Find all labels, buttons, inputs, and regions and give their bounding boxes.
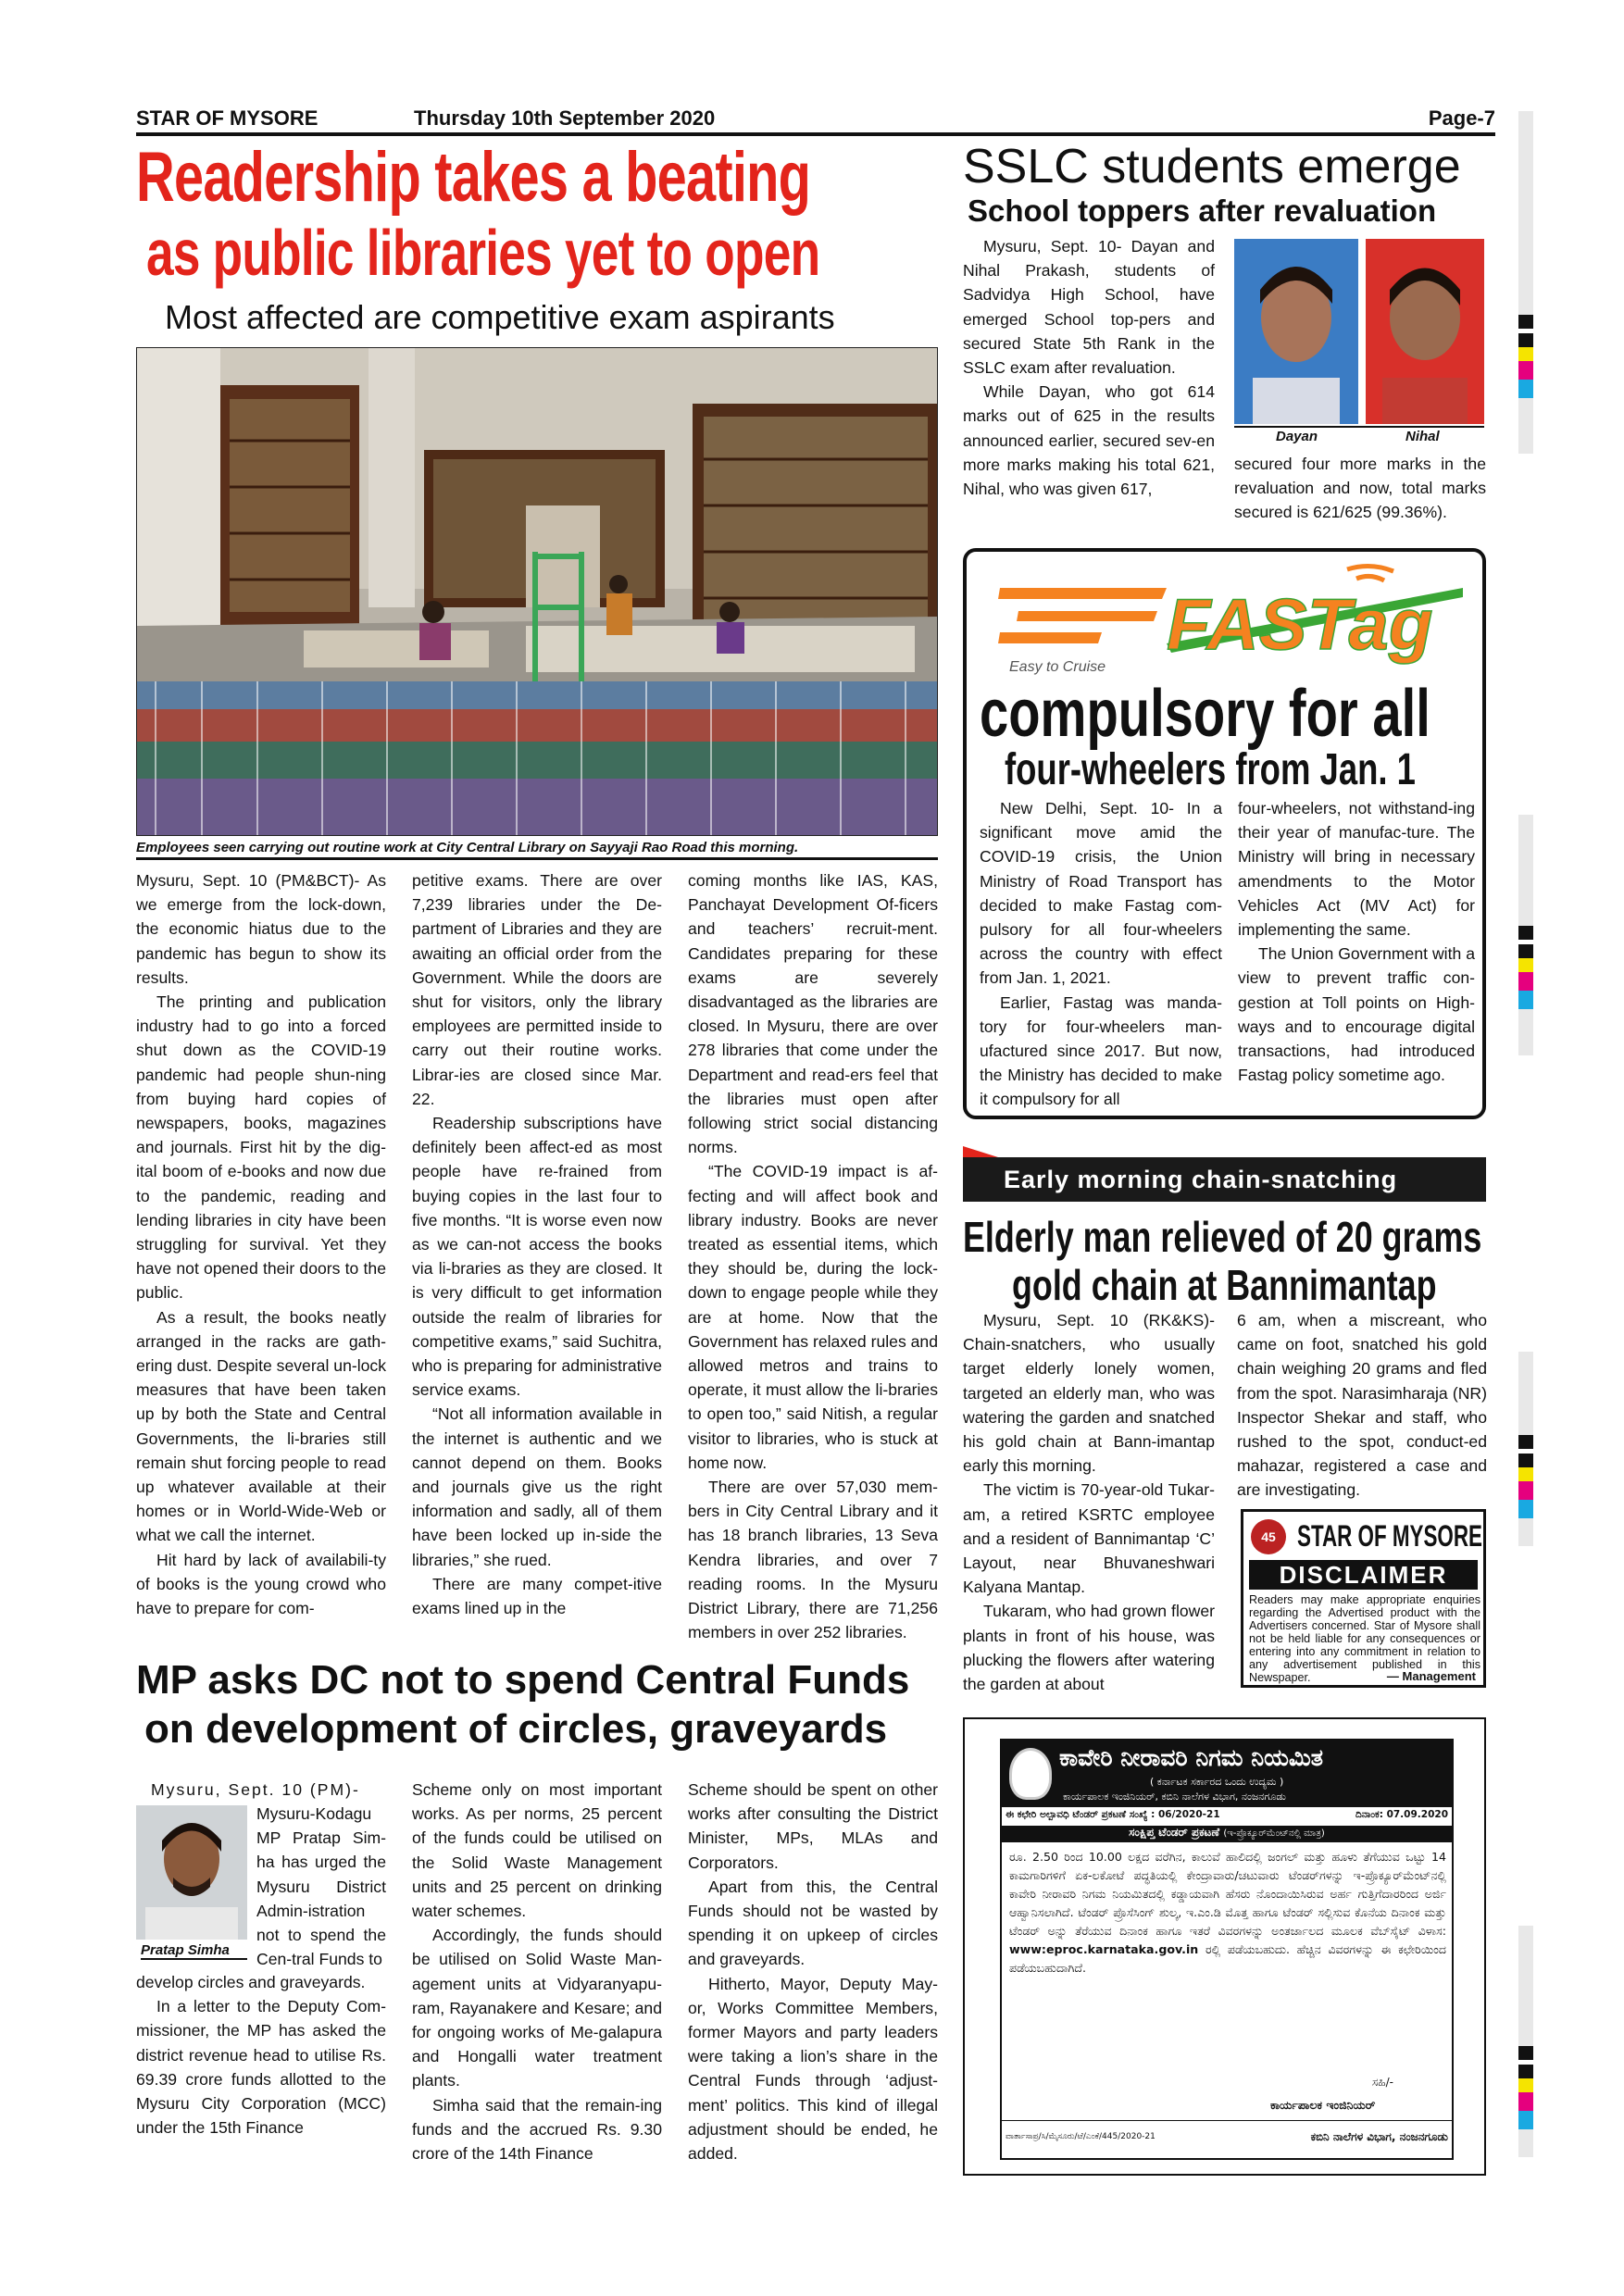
library-col1-para: Mysuru, Sept. 10 (PM&BCT)- As we emerge from the lock-down, the economic hiatus due to the pandemic has begun to show its results. — [136, 871, 386, 987]
fastag-col-2 — [1238, 796, 1475, 1087]
fastag-col2-para: The Union Government with a view to prevent traffic con-gestion at Toll points on High-ways and to encourage digital transactions, had introduced Fastag policy sometime ago. — [1238, 944, 1475, 1085]
snatching-kicker: Early morning chain-snatching — [1004, 1166, 1398, 1193]
mp-col3-para: Apart from this, the Central Funds should not be wasted by spending it on upkeep of circles and graveyards. — [688, 1877, 938, 1969]
snatching-col-1 — [963, 1308, 1215, 1696]
disclaimer-box — [1241, 1509, 1486, 1688]
sslc-photo-nihal — [1366, 239, 1484, 424]
tender-ref: ವಾರ್ತಾಸಾಪ್ರ/ಸಿ/ಮೈಸೂರು/ಟೆ/ಎಂಕೆ/445/2020-21 — [1006, 2132, 1156, 2141]
fastag-logo — [981, 560, 1472, 680]
library-col-2 — [412, 868, 662, 1620]
page-number: Page-7 — [1428, 106, 1495, 130]
tender-office: ಕಾರ್ಯಪಾಲಕ ಇಂಜಿನಿಯರ್, ಕಬಿನಿ ನಾಲೆಗಳ ವಿಭಾಗ, ನಂಜನಗೂಡು — [1063, 1791, 1286, 1803]
library-subhead: Most affected are competitive exam aspirants — [165, 298, 835, 336]
disclaimer-brand: STAR OF MYSORE — [1297, 1519, 1482, 1553]
tender-body — [1009, 1848, 1446, 1978]
library-photo-caption: Employees seen carrying out routine work at City Central Library on Sayyaji Rao Road this morning. — [136, 840, 938, 860]
snatching-col2-para: 6 am, when a miscreant, who came on foot, snatched his gold chain weighing 20 grams and fled from the spot. Narasimharaja (NR) Inspector Shekar and staff, who rushed to the spot, conduct-ed mahazar, registered a case and are investigating. — [1237, 1311, 1487, 1500]
tender-section-row — [1002, 1826, 1452, 1842]
mp-photo — [136, 1805, 247, 1940]
disclaimer-title: DISCLAIMER — [1279, 1561, 1448, 1589]
library-col2-para: “Not all information available in the internet is authentic and we cannot depend on them. Books and journals give us the right information and sadly, all of them have been locked up in-side the libraries,” she rued. — [412, 1404, 662, 1569]
registration-strip-1 — [1518, 111, 1533, 454]
paper-name: STAR OF MYSORE — [136, 106, 319, 130]
registration-strip-4 — [1518, 1926, 1533, 2157]
mp-col-1-wrap: Mysuru-Kodagu MP Pratap Sim-ha has urged the Mysuru District Admin-istration not to spend the Cen-tral Funds to — [256, 1804, 386, 1969]
issue-date: Thursday 10th September 2020 — [414, 106, 716, 130]
tender-body-1: ರೂ. 2.50 ರಿಂದ 10.00 ಲಕ್ಷದ ವರೆಗಿನ, ಕಾಲುವೆ ಹಾಲಿದಲ್ಲಿ ಜಂಗಲ್ ಮತ್ತು ಹೂಳು ತೆಗೆಯುವ ಒಟ್ಟು 14 ಕಾಮಗಾರಿಗಳಿಗೆ ಏಕ-ಲಕೋಟೆ ಪದ್ಧತಿಯಲ್ಲಿ ಕೇಂದ್ರಾವಾರು/ಚಟುವಾರು ಟೆಂಡರ್‌ಗಳನ್ನು ಇ-ಪ್ರೊಕ್ಯೂರ್‌ಮೆಂಟ್‌ನಲ್ಲಿ ಕಾವೇರಿ ನೀರಾವರಿ ನಿಗಮ ನಿಯಮಿತದಲ್ಲಿ ಕಡ್ಡಾಯವಾಗಿ ಹೆಸರು ನೊಂದಾಯಿಸಿರುವ ಅರ್ಹ ಗುತ್ತಿಗೆದಾರರಿಂದ ಅರ್ಜಿ ಆಹ್ವಾನಿಸಲಾಗಿದೆ. — [1009, 1850, 1446, 1919]
dayan-label: Dayan — [1276, 429, 1318, 444]
disclaimer-signoff: — Management — [1386, 1669, 1476, 1683]
tender-ad — [1000, 1739, 1454, 2160]
mp-col2-para: Accordingly, the funds should be utilised on Solid Waste Man-agement units at Vidyaranyapu-ram, Rayanakere and Kesare; and for ongoing works of Me-galapura and Hongalli water treatment plants. — [412, 1926, 662, 2090]
fastag-headline-2: four-wheelers from Jan. 1 — [1005, 745, 1416, 794]
tender-section-note: (ಇ-ಪ್ರೊಕ್ಯೂರ್‌ಮೆಂಟ್‌ನಲ್ಲಿ ಮಾತ್ರ) — [1223, 1828, 1325, 1839]
mp-headline-1: MP asks DC not to spend Central Funds — [136, 1657, 910, 1703]
mp-photo-label: Pratap Simha — [141, 1942, 247, 1960]
sslc-col1-para: Mysuru, Sept. 10- Dayan and Nihal Prakash, students of Sadvidya High School, have emerged School top-pers and secured State 5th Rank in the SSLC exam after revaluation. — [963, 237, 1215, 378]
fastag-logo-text: FASTag — [1167, 583, 1433, 665]
library-headline-2: as public libraries yet to open — [146, 217, 820, 289]
kicker-red-corner — [963, 1146, 998, 1157]
nihal-portrait — [1366, 239, 1484, 424]
fastag-col2-para: four-wheelers, not withstand-ing their year of manufac-ture. The Ministry will bring in necessary amendments to the Motor Vehicles Act (MV Act) for implementing the same. — [1238, 799, 1475, 940]
tender-notice-date: ದಿನಾಂಕ: 07.09.2020 — [1355, 1809, 1448, 1820]
fastag-col1-para: Earlier, Fastag was manda-tory for four-wheelers man-ufactured since 2017. But now, the Ministry has decided to make it compulsory for all — [980, 992, 1222, 1109]
tender-section: ಸಂಕ್ಷಿಪ್ತ ಟೆಂಡರ್ ಪ್ರಕಟಣೆ — [1129, 1826, 1220, 1839]
snatching-col1-para: Mysuru, Sept. 10 (RK&KS)- Chain-snatchers, who usually target elderly lonely women, targeted an elderly man, who was watering the garden and snatched his gold chain at Bann-imantap early this morning. — [963, 1311, 1215, 1476]
mp-col3-para: Scheme should be spent on other works after consulting the District Minister, MPs, MLAs and Corporators. — [688, 1780, 938, 1872]
disclaimer-title-bar — [1249, 1560, 1478, 1590]
mp-col1-para: develop circles and graveyards. — [136, 1973, 366, 1991]
sslc-photo-label-bar — [1234, 426, 1484, 446]
library-col3-para: There are over 57,030 mem-bers in City Central Library and it has 18 branch libraries, 13 Seva Kendra libraries, and over 7 reading rooms. In the Mysuru District Library, there are 71,256 members in over 252 libraries. — [688, 1478, 938, 1642]
fastag-logo-art — [981, 560, 1472, 680]
sslc-col-1 — [963, 234, 1215, 501]
disclaimer-body: Readers may make appropriate enquiries regarding the Advertised product with the Advertisers concerned. Star of Mysore shall not be held liable for any consequences or entering into any commitment in relation to any advertisement published in this Newspaper. — [1249, 1593, 1480, 1684]
karnataka-emblem-icon — [1009, 1748, 1052, 1800]
library-headline-1: Readership takes a beating — [136, 138, 811, 217]
sslc-col-2 — [1234, 452, 1486, 525]
snatching-col-2 — [1237, 1308, 1487, 1503]
tender-body-2: ಟೆಂಡರ್ ಪ್ರೊಸೆಸಿಂಗ್ ಶುಲ್ಕ, ಇ.ಎಂ.ಡಿ ಮೊತ್ತ ಹಾಗೂ ಟೆಂಡರ್ ಸಲ್ಲಿಸುವ ಕೊನೆಯ ದಿನಾಂಕ ಮತ್ತು ಟೆಂಡರ್ ಅನ್ನು ತೆರೆಯುವ ದಿನಾಂಕ ಹಾಗೂ ಇತರೆ ವಿವರಗಳನ್ನು ಅಂತರ್ಜಾಲದ ಮೂಲಕ ವೆಬ್‌ಸೈಟ್ ವಿಳಾಸ: — [1009, 1905, 1446, 1938]
mp-col1-para: In a letter to the Deputy Com-missioner, the MP has asked the district revenue head to utilise Rs. 69.39 crore funds allotted to the Mysuru City Corporation (MCC) under the 15th Finance — [136, 1997, 386, 2138]
snatching-headline-2: gold chain at Bannimantap — [1012, 1261, 1437, 1309]
disclaimer-badge — [1251, 1519, 1286, 1554]
library-col-3 — [688, 868, 938, 1645]
fastag-col1-para: New Delhi, Sept. 10- In a significant move amid the COVID-19 crisis, the Union Ministry of Road Transport has decided to make Fastag com-pulsory for all four-wheelers across the country with effect from Jan. 1, 2021. — [980, 799, 1222, 988]
sslc-subhead: School toppers after revaluation — [968, 193, 1437, 228]
library-col1-para: The printing and publication industry had to go into a forced shut down as the COVID-19 pandemic had people shun-ning from buying hard copies of newspapers, books, magazines and journals. First hit by the dig-ital boom of e-books and now due to the pandemic, reading and lending libraries in city have been struggling for survival. Yet they have not opened their doors to the public. — [136, 992, 386, 1303]
snatching-col1-para: Tukaram, who had grown flower plants in front of his house, was plucking the flowers after watering the garden at about — [963, 1602, 1215, 1694]
mp-col-1 — [136, 1970, 386, 2140]
tender-body-3: ರಲ್ಲಿ ಪಡೆಯಬಹುದು. ಹೆಚ್ಚಿನ ವಿವರಗಳನ್ನು ಈ ಕಛೇರಿಯಿಂದ ಪಡೆಯಬಹುದಾಗಿದೆ. — [1009, 1942, 1446, 1975]
fastag-headline-1: compulsory for all — [980, 677, 1430, 751]
tender-website: www:eproc.karnataka.gov.in — [1009, 1942, 1199, 1956]
disclaimer-badge-text: 45 — [1261, 1529, 1276, 1544]
mp-col2-para: Simha said that the remain-ing funds and the accrued Rs. 9.30 crore of the 14th Finance — [412, 2095, 662, 2164]
nihal-label: Nihal — [1405, 429, 1440, 444]
library-col1-para: As a result, the books neatly arranged in the racks are gath-ering dust. Despite several un-lock measures that have been taken up by both the State and Central Governments, the li-braries still remain shut forcing people to read up whatever available at their homes or in World-Wide-Web or what we call the internet. — [136, 1307, 386, 1545]
dayan-portrait — [1234, 239, 1358, 424]
sslc-photo-dayan — [1234, 239, 1358, 424]
library-col3-para: coming months like IAS, KAS, Panchayat Development Of-ficers and teachers’ recruit-ment. Candidates preparing for these exams are severely disadvantaged as the libraries are closed. In Mysuru, there are over 278 libraries that come under the Department and read-ers feel that the libraries must open after following strict social distancing norms. — [688, 871, 938, 1157]
tender-sign: ಸಹಿ/- — [1372, 2076, 1393, 2089]
sslc-col1-para: While Dayan, who got 614 marks out of 625 in the results announced earlier, secured sev-en more marks making his total 621, Nihal, who was given 617, — [963, 382, 1215, 499]
tender-footer — [1002, 2120, 1452, 2157]
page-header — [136, 105, 1495, 136]
library-col2-para: Readership subscriptions have definitely been affect-ed as most people have re-frained from buying copies in the last four to five months. “It is worse even now as we can-not access the books via li-braries as they are closed. It is very difficult to get information outside the realm of libraries for competitive exams,” said Suchitra, who is preparing for administrative service exams. — [412, 1114, 662, 1400]
snatching-col1-para: The victim is 70-year-old Tukar-am, a retired KSRTC employee and a resident of Bannimantap ‘C’ Layout, near Bhuvaneshwari Kalyana Mantap. — [963, 1480, 1215, 1597]
library-col1-para: Hit hard by lack of availabili-ty of books is the young crowd who have to prepare for com- — [136, 1550, 386, 1618]
tender-notice-row — [1002, 1807, 1452, 1826]
tender-sign-title: ಕಾರ್ಯಪಾಲಕ ಇಂಜಿನಿಯರ್ — [1270, 2098, 1376, 2112]
sslc-headline: SSLC students emerge — [963, 140, 1461, 193]
tender-title: ಕಾವೇರಿ ನೀರಾವರಿ ನಿಗಮ ನಿಯಮಿತ — [1059, 1744, 1324, 1771]
snatching-headline-1: Elderly man relieved of 20 grams — [963, 1213, 1482, 1261]
library-col2-para: petitive exams. There are over 7,239 libraries under the De-partment of Libraries and they are awaiting an official order from the Government. While the doors are shut for visitors, only the library employees are permitted inside to carry out their routine works. Librar-ies are closed since Mar. 22. — [412, 871, 662, 1108]
library-photo — [136, 347, 938, 836]
registration-strip-3 — [1518, 1352, 1533, 1546]
mp-col3-para: Hitherto, Mayor, Deputy May-or, Works Committee Members, former Mayors and party leaders were taking a lion’s share in the Central Funds through ‘adjust-ment’ politics. This kind of illegal adjustment should be ended, he added. — [688, 1974, 938, 2164]
tender-header — [1002, 1741, 1452, 1842]
mp-col2-para: Scheme only on most important works. As per norms, 25 percent of the funds could be utilised on the Solid Waste Management units and 25 percent on drinking water schemes. — [412, 1780, 662, 1921]
snatching-kicker-bar — [963, 1157, 1486, 1202]
tender-notice-no: ಈ ಕಛೇರಿ ಅಲ್ಪಾವಧಿ ಟೆಂಡರ್ ಪ್ರಕಟಣೆ ಸಂಖ್ಯೆ : 06/2020-21 — [1006, 1809, 1220, 1820]
library-col2-para: There are many compet-itive exams lined up in the — [412, 1574, 662, 1618]
library-col3-para: “The COVID-19 impact is af-fecting and will affect book and library industry. Books are never treated as essential items, which they should be, during the lock-down to engage people while they are at home. Now that the Government has relaxed rules and allowed metros and trains to operate, it must allow the li-braries to open too,” said Nitish, a regular visitor to libraries, who is stuck at home now. — [688, 1162, 938, 1472]
fastag-tagline: Easy to Cruise — [1009, 659, 1106, 675]
library-col-1 — [136, 868, 386, 1620]
mp-col-1-lead: Mysuru, Sept. 10 (PM)- — [151, 1780, 360, 1799]
sslc-col2-para: secured four more marks in the revaluation and now, total marks secured is 621/625 (99.36%). — [1234, 455, 1486, 522]
tender-sign-office: ಕಬಿನಿ ನಾಲೆಗಳ ವಿಭಾಗ, ನಂಜನಗೂಡು — [1310, 2130, 1448, 2143]
pratap-simha-portrait — [136, 1805, 247, 1940]
mp-headline-2: on development of circles, graveyards — [144, 1706, 888, 1752]
registration-strip-2 — [1518, 815, 1533, 1055]
library-photo-illustration — [137, 348, 938, 836]
mp-col-2 — [412, 1778, 662, 2165]
header-rule — [136, 132, 1495, 136]
fastag-col-1 — [980, 796, 1222, 1112]
tender-subtitle: ( ಕರ್ನಾಟಕ ಸರ್ಕಾರದ ಒಂದು ಉದ್ಯಮ ) — [1150, 1776, 1284, 1788]
mp-col-3 — [688, 1778, 938, 2165]
